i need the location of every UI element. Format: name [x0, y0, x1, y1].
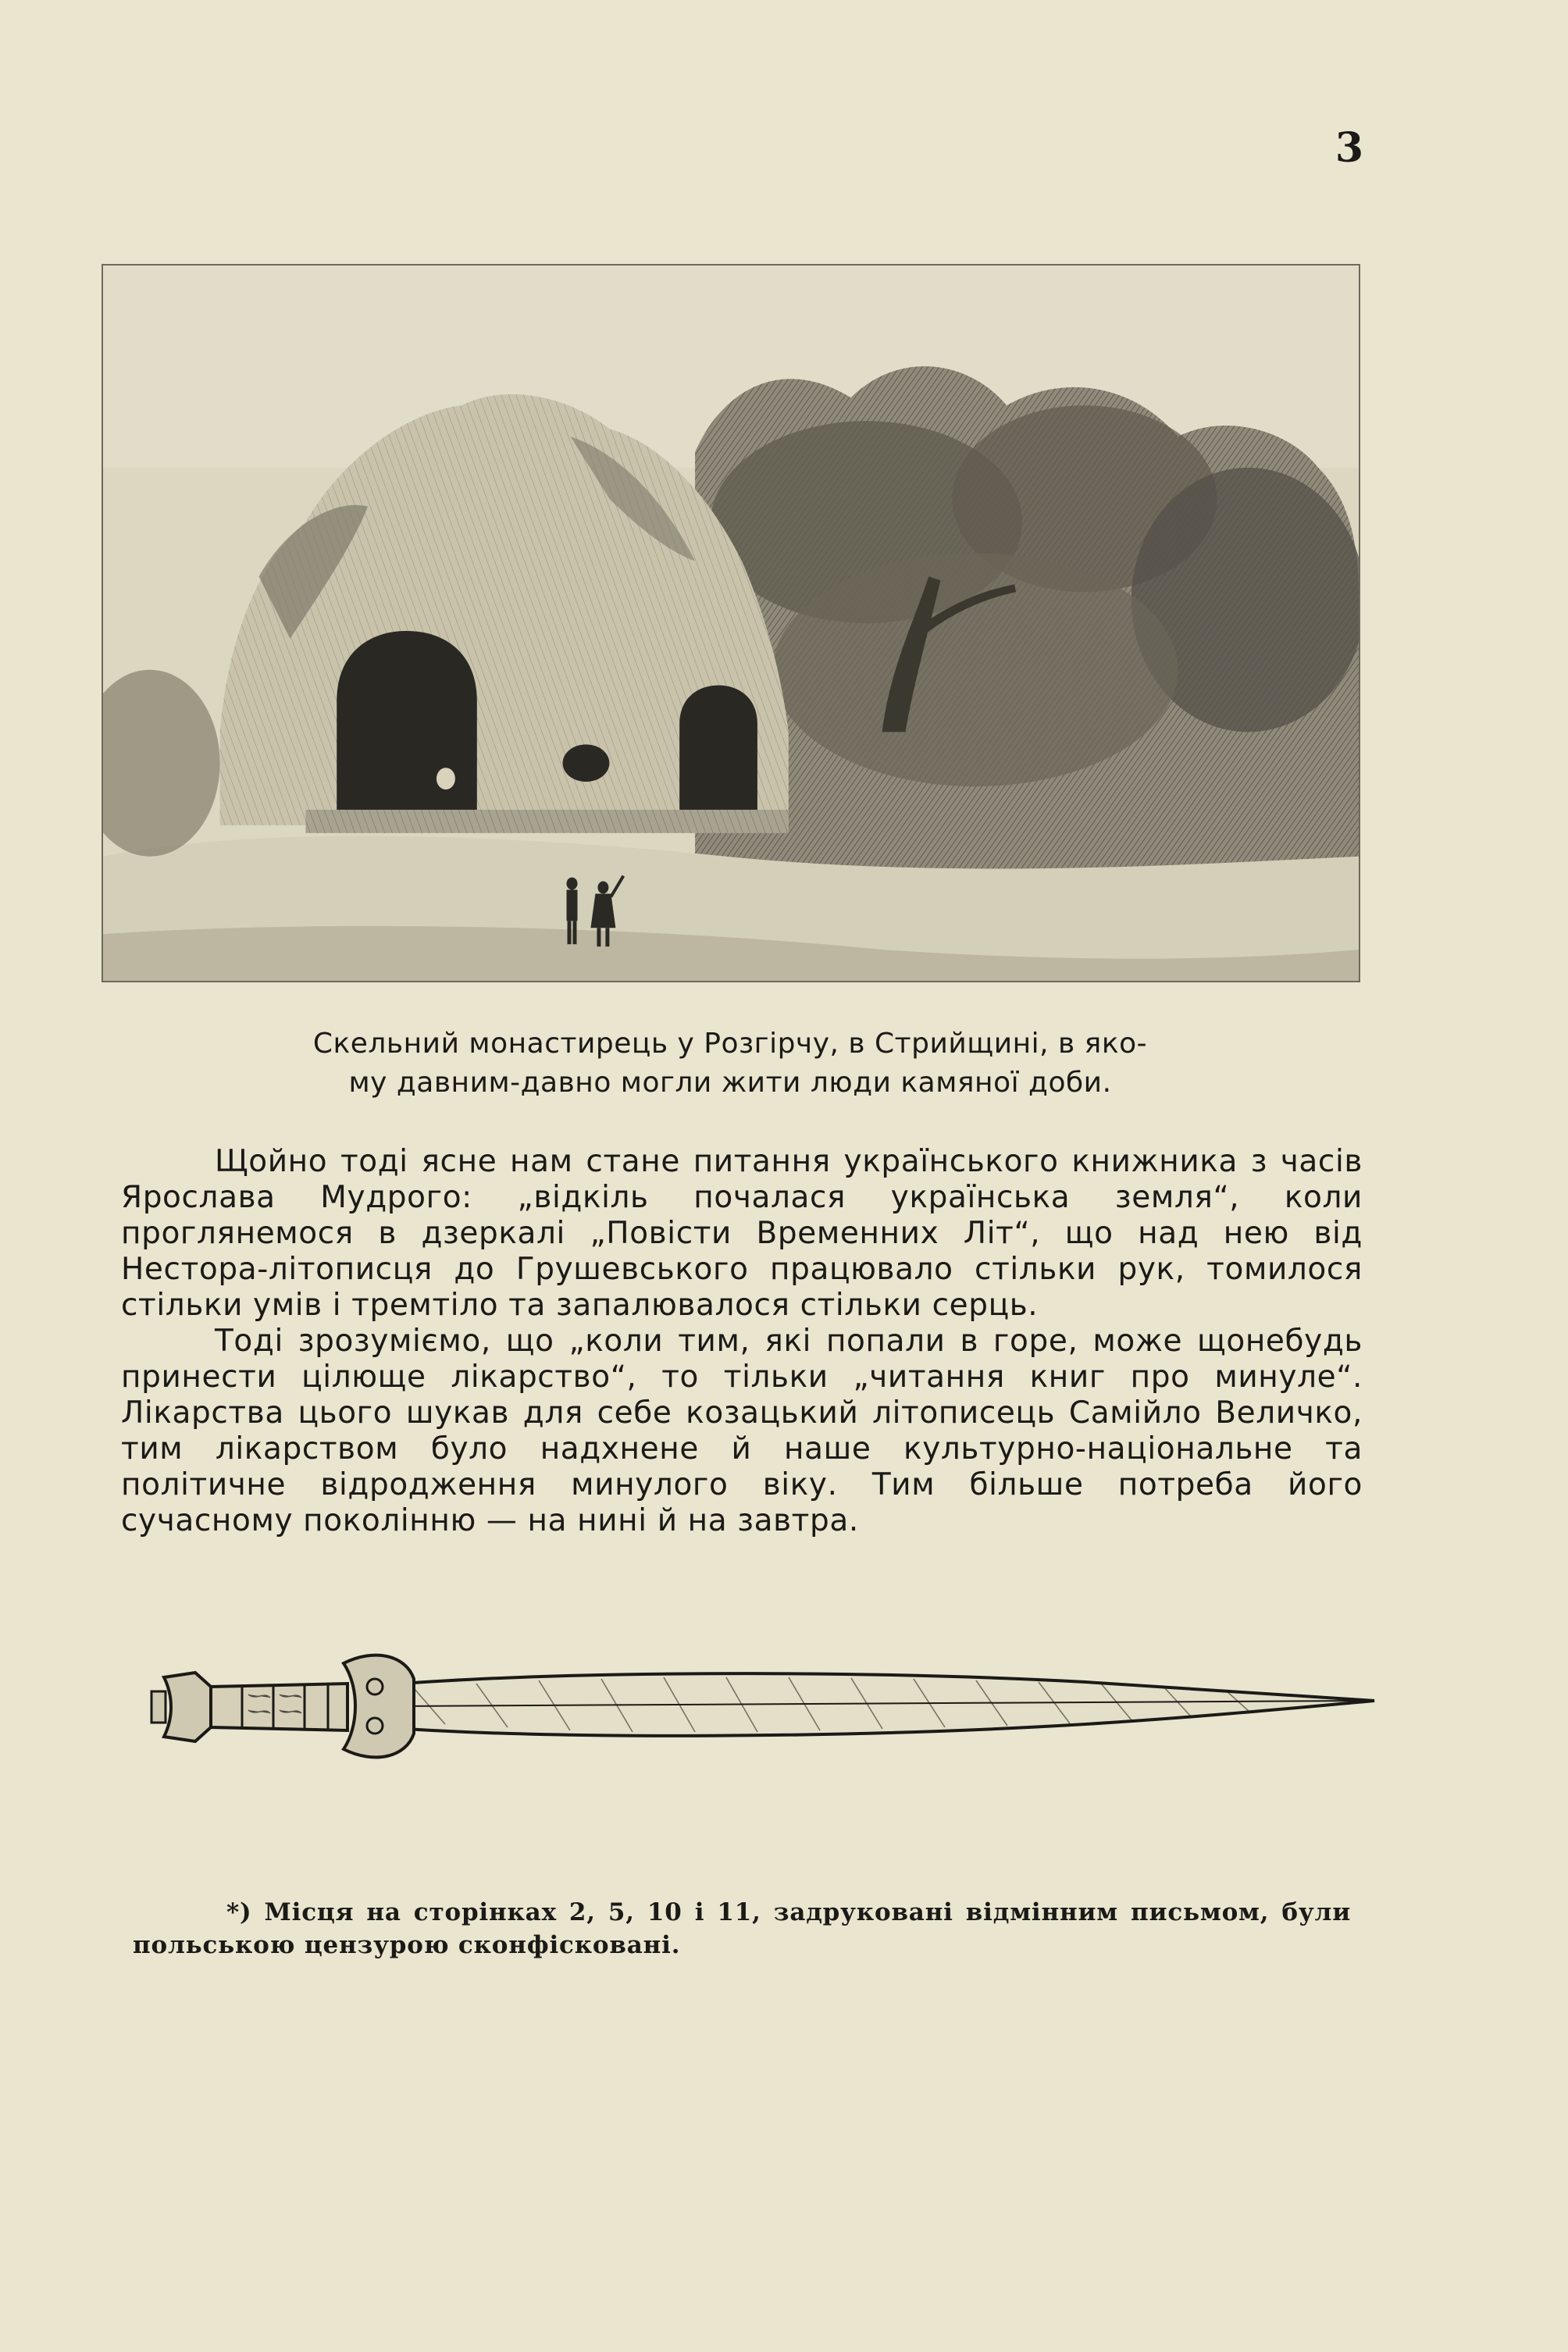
page-number: 3 — [1335, 124, 1363, 172]
rock-monastery-engraving — [103, 265, 1359, 981]
caption-line: Скельний монастирець у Розгірчу, в Стрийщині, в яко- — [312, 1028, 1148, 1060]
bronze-sword-drawing — [148, 1632, 1382, 1773]
footnote-text: *) Місця на сторінках 2, 5, 10 і 11, задруковані відмінним письмом, були польською цензурою сконфісковані. — [133, 1898, 1351, 1959]
footnote — [133, 1896, 1351, 1962]
paragraph: Щойно тоді ясне нам стане питання українського книжника з часів Ярослава Мудрого: „відкіль почалася українська земля“, коли проглянемося в дзеркалі „Повісти Временних Літ“, що над нею від Нестора-літописця до Грушевського працювало стільки рук, томилося стільки умів і тремтіло та запалювалося стільки серць. — [121, 1144, 1363, 1323]
caption-line: му давним-давно могли жити люди камяної доби. — [348, 1067, 1112, 1099]
illustration-caption — [234, 1025, 1226, 1103]
paragraph: Тоді зрозуміємо, що „коли тим, які попали в горе, може щонебудь принести цілюще лікарство“, то тільки „читання книг про минуле“. Лікарства цього шукав для себе козацький літописець Самійло Величко, тим лікарством було надхнене й наше культурно-національне та політичне відродження минулого віку. Тим більше потреба його сучасному поколінню — на нині й на завтра. — [121, 1324, 1363, 1538]
main-text — [121, 1144, 1363, 1539]
illustration-rock-monastery — [102, 264, 1360, 982]
sword-illustration — [148, 1632, 1382, 1773]
